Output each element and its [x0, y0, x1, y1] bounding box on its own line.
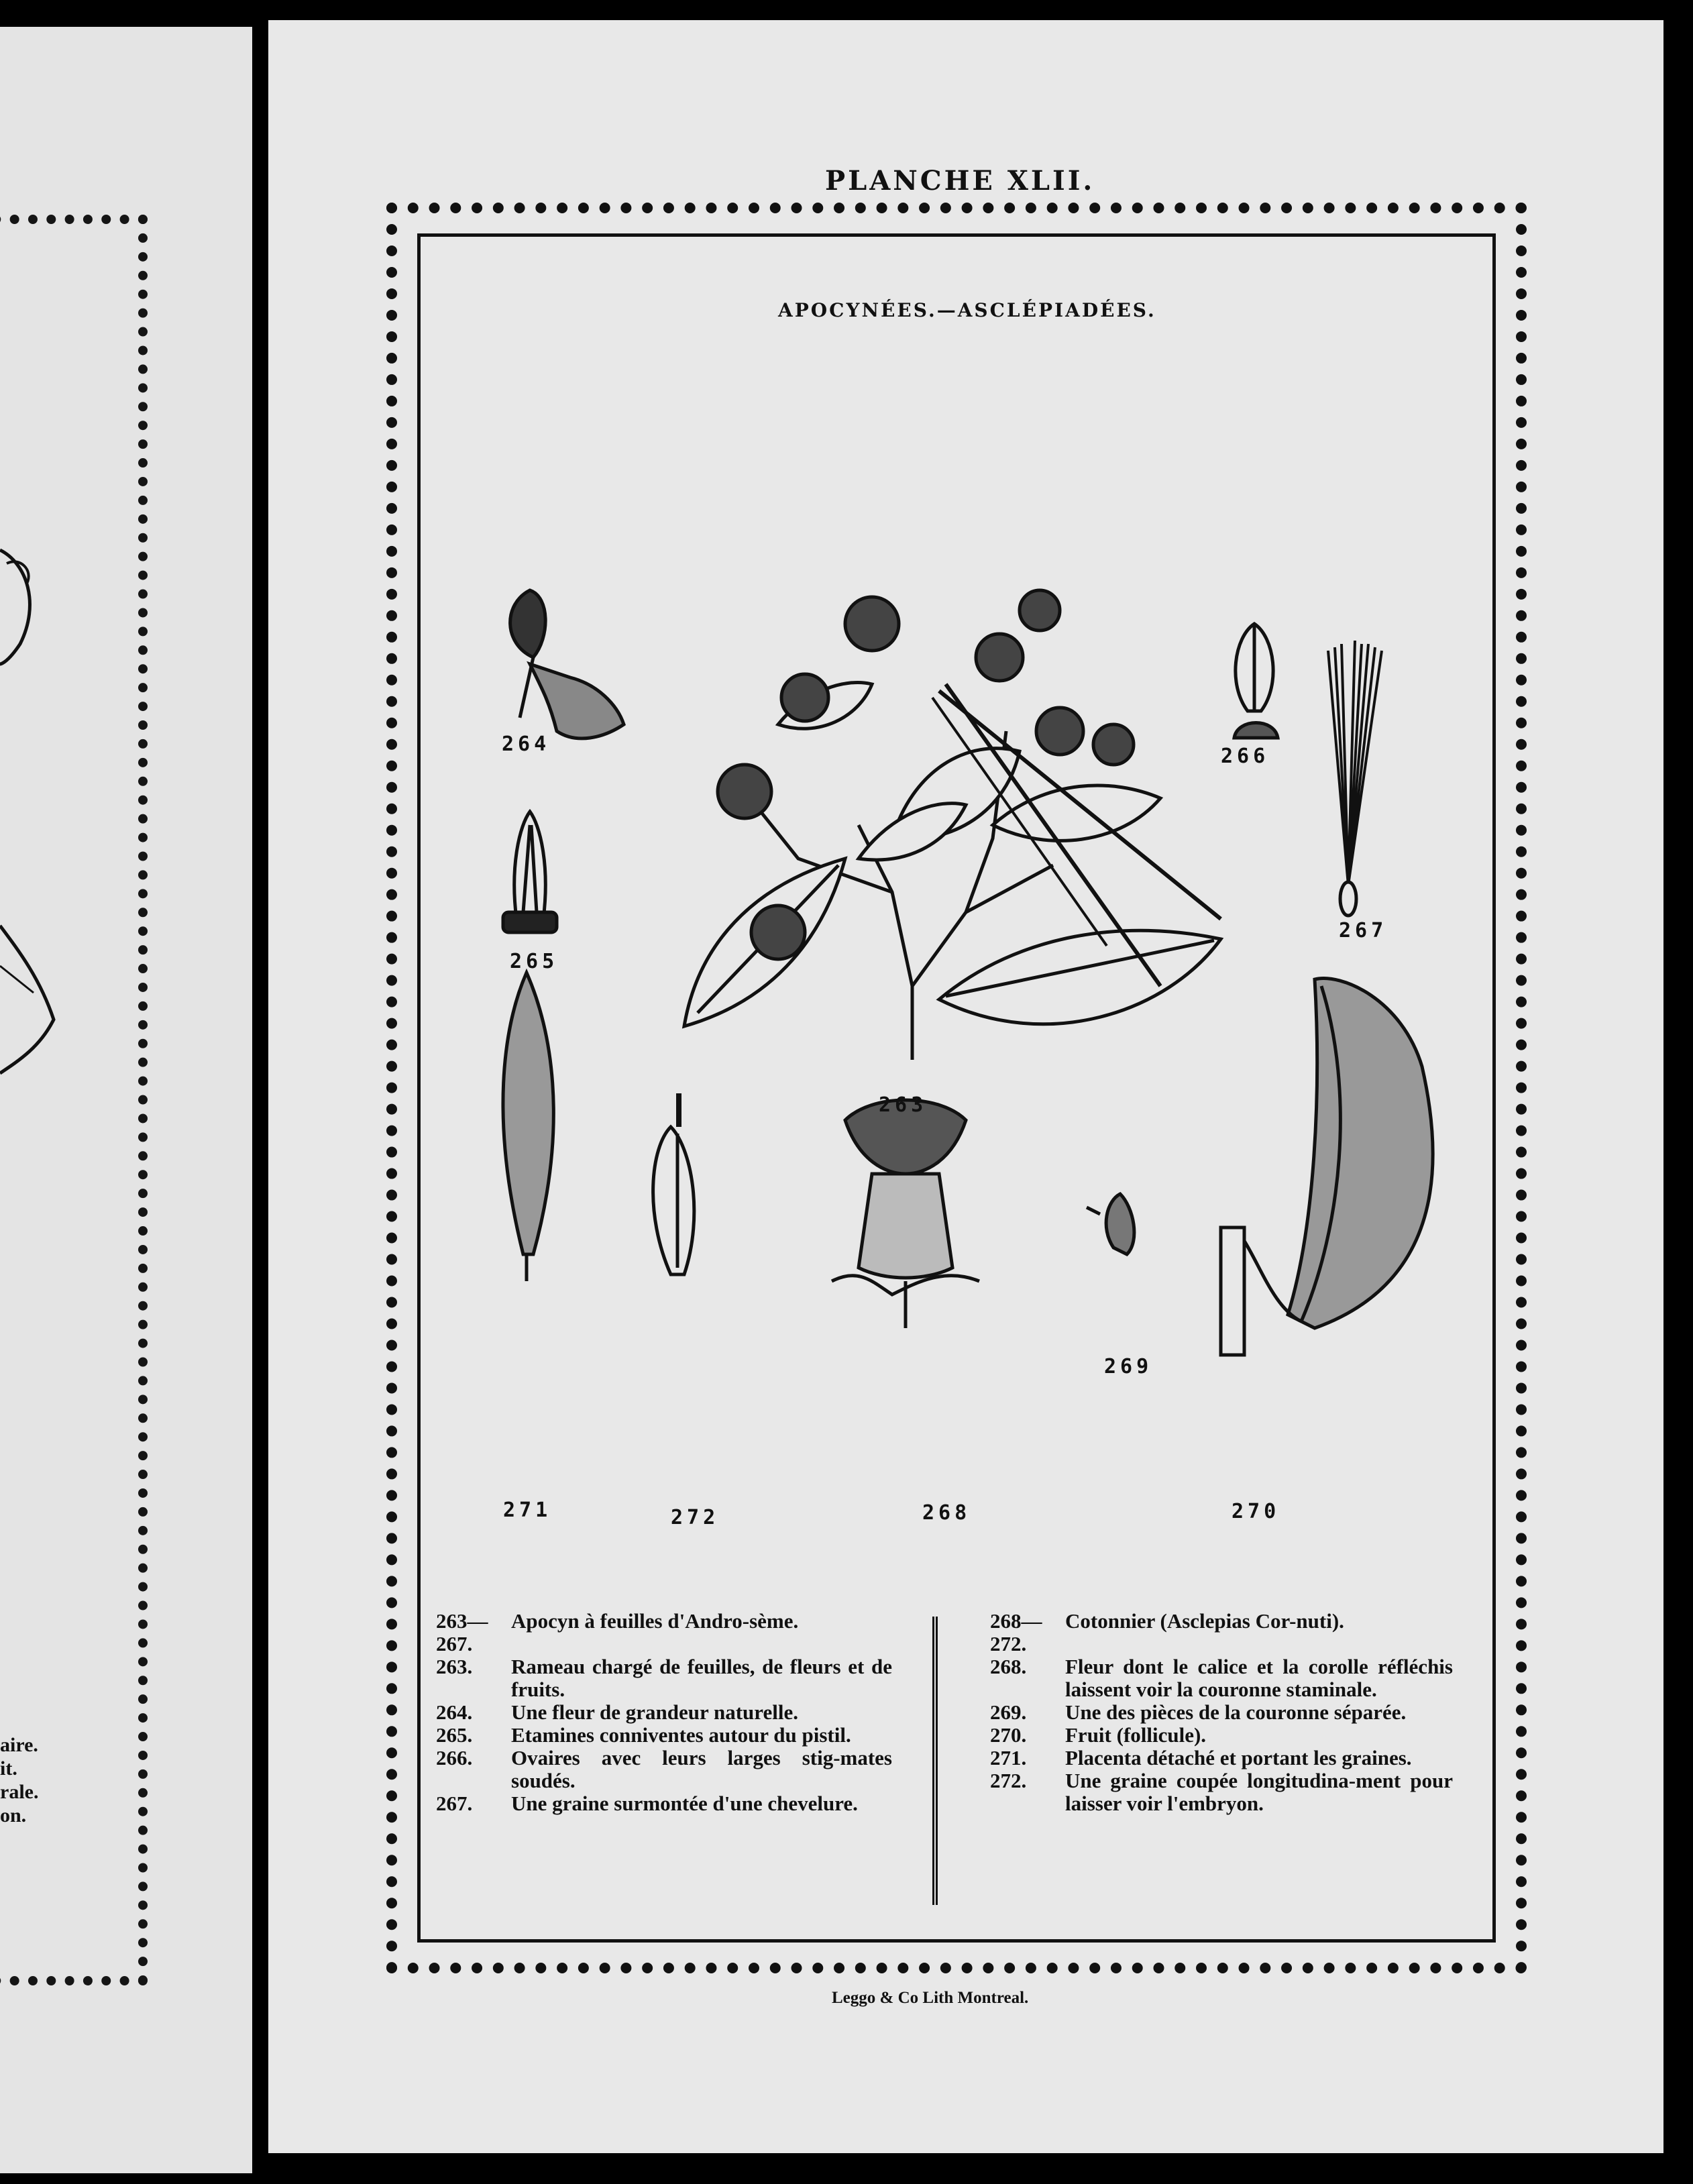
botanical-illustrations [268, 20, 1663, 2153]
legend-text: Apocyn à feuilles d'Andro-sème. [511, 1609, 799, 1633]
left-text-fragment: rale. [0, 1781, 39, 1803]
legend-entry [436, 1747, 892, 1792]
legend-number: 264. [436, 1700, 473, 1724]
fig-271-placenta [503, 973, 553, 1281]
legend-entry [436, 1701, 892, 1724]
legend-text: Rameau chargé de feuilles, de fleurs et de fruits. [511, 1655, 892, 1701]
legend-number: 269. [990, 1700, 1027, 1724]
left-page [0, 27, 252, 2173]
fig-268-flower [832, 1100, 979, 1328]
legend-entry [990, 1724, 1453, 1747]
legend-text: Une graine surmontée d'une chevelure. [511, 1792, 858, 1815]
legend-text: Une fleur de grandeur naturelle. [511, 1700, 798, 1724]
legend-number: 271. [990, 1746, 1027, 1769]
legend-entry [436, 1610, 892, 1655]
figure-label: 266 [1221, 745, 1270, 768]
plate-page [268, 20, 1663, 2153]
fig-269-corona-piece [1087, 1194, 1134, 1254]
legend-text: Etamines conniventes autour du pistil. [511, 1723, 851, 1747]
figure-label: 264 [502, 732, 551, 756]
left-text-fragment: it. [0, 1757, 17, 1780]
left-page-figure-fragments [0, 27, 252, 2173]
legend-text: Placenta détaché et portant les graines. [1065, 1746, 1412, 1769]
legend-apocyn [436, 1610, 892, 1815]
legend-number: 263. [436, 1655, 473, 1678]
fig-263-branch [684, 590, 1221, 1060]
legend-entry [436, 1655, 892, 1701]
legend-entry [436, 1792, 892, 1815]
left-text-fragment: aire. [0, 1734, 38, 1756]
fig-272-seed-section [653, 1093, 694, 1274]
legend-entry [990, 1747, 1453, 1769]
figure-label: 265 [510, 950, 559, 973]
legend-number: 268. [990, 1655, 1027, 1678]
legend-cotonnier [990, 1610, 1453, 1815]
legend-divider [932, 1617, 938, 1905]
legend-entry [990, 1655, 1453, 1701]
legend-entry [436, 1724, 892, 1747]
legend-text: Fruit (follicule). [1065, 1723, 1207, 1747]
figure-label: 271 [503, 1498, 552, 1522]
fig-270-fruit [1221, 979, 1433, 1355]
figure-label: 272 [671, 1506, 720, 1529]
fig-267-seed [1328, 641, 1382, 916]
plate-title: PLANCHE XLII. [825, 165, 1095, 197]
legend-text: Ovaires avec leurs larges stig-mates soudés. [511, 1746, 892, 1792]
figure-label: 267 [1339, 919, 1388, 942]
lithographer-credit: Leggo & Co Lith Montreal. [832, 1989, 1029, 2007]
legend-text: Une graine coupée longitudina-ment pour laisser voir l'embryon. [1065, 1769, 1453, 1815]
legend-number: 270. [990, 1723, 1027, 1747]
figure-label: 263 [879, 1093, 928, 1117]
fig-265-stamens [503, 812, 557, 932]
figure-label: 270 [1232, 1500, 1280, 1523]
legend-text: Cotonnier (Asclepias Cor-nuti). [1065, 1609, 1344, 1633]
legend-entry [990, 1769, 1453, 1815]
figure-label: 268 [922, 1501, 971, 1525]
fig-264-flower [510, 590, 624, 739]
legend-number: 265. [436, 1723, 473, 1747]
legend-text: Fleur dont le calice et la corolle réfléchis laissent voir la couronne staminale. [1065, 1655, 1453, 1701]
legend-number: 266. [436, 1746, 473, 1769]
legend-text: Une des pièces de la couronne séparée. [1065, 1700, 1407, 1724]
legend-number: 272. [990, 1769, 1027, 1792]
legend-number: 268—272. [990, 1609, 1042, 1655]
family-header: APOCYNÉES.—ASCLÉPIADÉES. [778, 299, 1156, 321]
legend-number: 263—267. [436, 1609, 488, 1655]
legend-entry [990, 1701, 1453, 1724]
figure-label: 269 [1104, 1355, 1153, 1378]
fig-266-ovaries [1234, 624, 1278, 738]
legend-number: 267. [436, 1792, 473, 1815]
legend-entry [990, 1610, 1453, 1655]
left-text-fragment: on. [0, 1804, 27, 1826]
